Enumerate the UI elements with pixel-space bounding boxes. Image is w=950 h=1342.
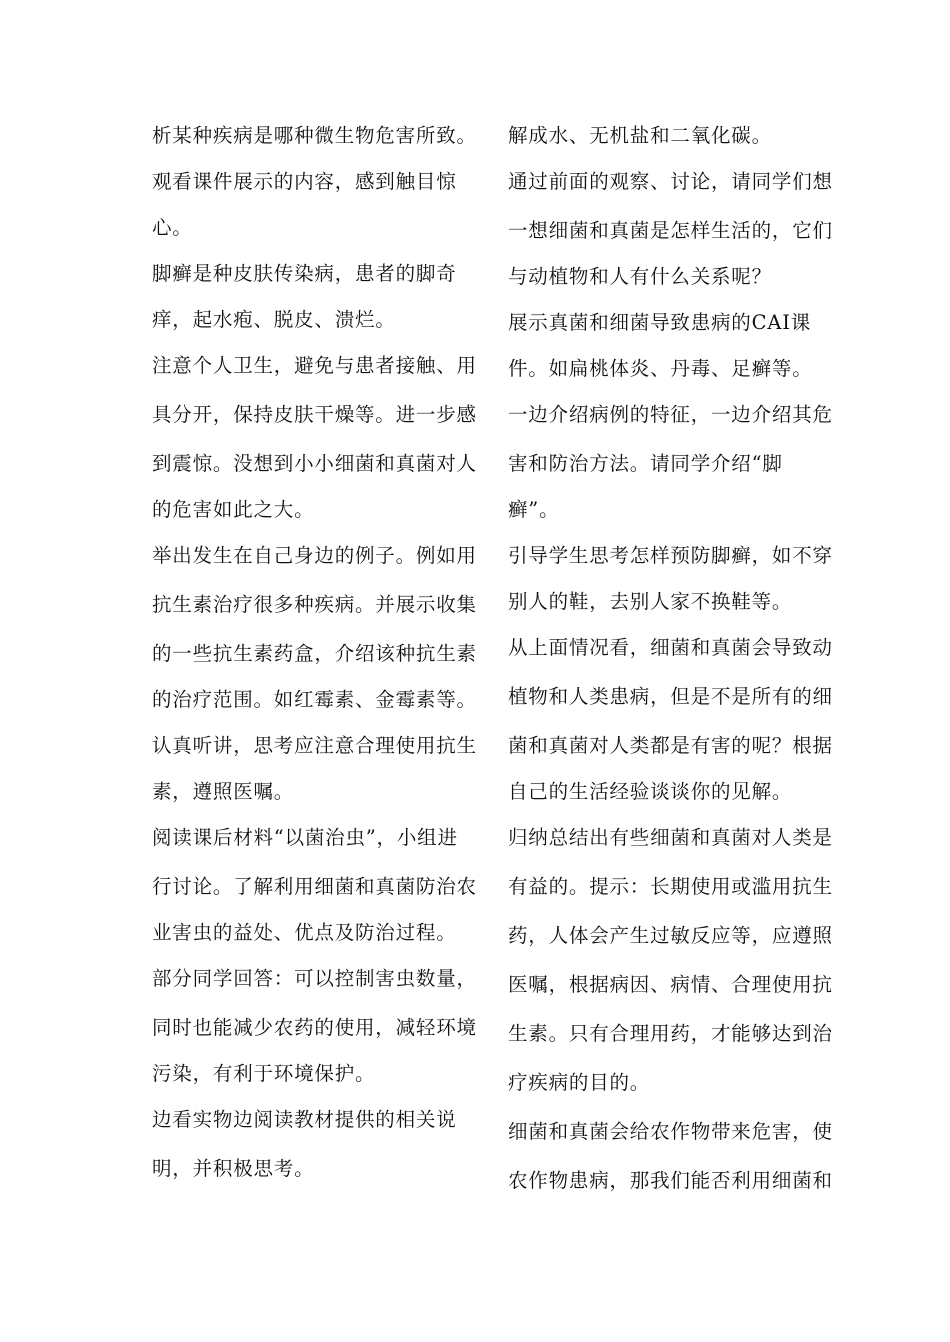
- text-line: 到震惊。没想到小小细菌和真菌对人: [152, 452, 477, 475]
- text-line: 具分开，保持皮肤干燥等。进一步感: [152, 403, 477, 426]
- text-line: 行讨论。了解利用细菌和真菌防治农: [152, 875, 477, 898]
- text-line: 同时也能减少农药的使用，减轻环境: [152, 1016, 477, 1039]
- text-line: 自己的生活经验谈谈你的见解。: [508, 780, 793, 803]
- text-line: 与动植物和人有什么关系呢？: [508, 265, 772, 288]
- right-column: [508, 114, 856, 1205]
- text-line: 通过前面的观察、讨论，请同学们想: [508, 170, 833, 193]
- text-line: 明，并积极思考。: [152, 1157, 315, 1180]
- text-line: 生素。只有合理用药，才能够达到治: [508, 1022, 833, 1045]
- text-line: 归纳总结出有些细菌和真菌对人类是: [508, 826, 833, 849]
- text-line: 阅读课后材料“以菌治虫”，小组进: [152, 826, 458, 849]
- text-line: 菌和真菌对人类都是有害的呢？根据: [508, 734, 833, 757]
- text-line: 农作物患病，那我们能否利用细菌和: [508, 1169, 833, 1192]
- text-line: 认真听讲，思考应注意合理使用抗生: [152, 734, 477, 757]
- text-line: 一边介绍病例的特征，一边介绍其危: [508, 403, 833, 426]
- text-line: 别人的鞋，去别人家不换鞋等。: [508, 590, 793, 613]
- text-line: 一想细菌和真菌是怎样生活的，它们: [508, 219, 833, 242]
- text-line: 脚癣是种皮肤传染病，患者的脚奇: [152, 262, 457, 285]
- text-line: 析某种疾病是哪种微生物危害所致。: [152, 124, 477, 147]
- text-line: 药，人体会产生过敏反应等，应遵照: [508, 924, 833, 947]
- text-line: 心。: [152, 216, 193, 239]
- text-line: 从上面情况看，细菌和真菌会导致动: [508, 636, 833, 659]
- text-line: 的一些抗生素药盒，介绍该种抗生素: [152, 642, 477, 665]
- text-line: 污染，有利于环境保护。: [152, 1062, 376, 1085]
- text-line: 业害虫的益处、优点及防治过程。: [152, 921, 457, 944]
- text-line: 抗生素治疗很多种疾病。并展示收集: [152, 593, 477, 616]
- text-line: 解成水、无机盐和二氧化碳。: [508, 124, 772, 147]
- text-line: 素，遵照医嘱。: [152, 780, 295, 803]
- text-line: 细菌和真菌会给农作物带来危害，使: [508, 1120, 833, 1143]
- text-line: 癣”。: [508, 498, 560, 521]
- text-line: 件。如扁桃体炎、丹毒、足癣等。: [508, 357, 813, 380]
- text-line: 疗疾病的目的。: [508, 1071, 651, 1094]
- text-line: 的危害如此之大。: [152, 498, 315, 521]
- text-line: 植物和人类患病，但是不是所有的细: [508, 685, 833, 708]
- text-line: 举出发生在自己身边的例子。例如用: [152, 544, 477, 567]
- text-line: 痒，起水疱、脱皮、溃烂。: [152, 308, 396, 331]
- text-line: 害和防治方法。请同学介绍“脚: [508, 452, 783, 475]
- text-line: 有益的。提示：长期使用或滥用抗生: [508, 875, 833, 898]
- text-line: 注意个人卫生，避免与患者接触、用: [152, 354, 477, 377]
- text-line: 部分同学回答：可以控制害虫数量，: [152, 967, 477, 990]
- text-line: 观看课件展示的内容，感到触目惊: [152, 170, 457, 193]
- text-line: 展示真菌和细菌导致患病的CAI课: [508, 311, 812, 334]
- left-column: [152, 114, 500, 1193]
- text-line: 医嘱，根据病因、病情、合理使用抗: [508, 973, 833, 996]
- text-line: 边看实物边阅读教材提供的相关说: [152, 1108, 457, 1131]
- text-line: 引导学生思考怎样预防脚癣，如不穿: [508, 544, 833, 567]
- text-line: 的治疗范围。如红霉素、金霉素等。: [152, 688, 477, 711]
